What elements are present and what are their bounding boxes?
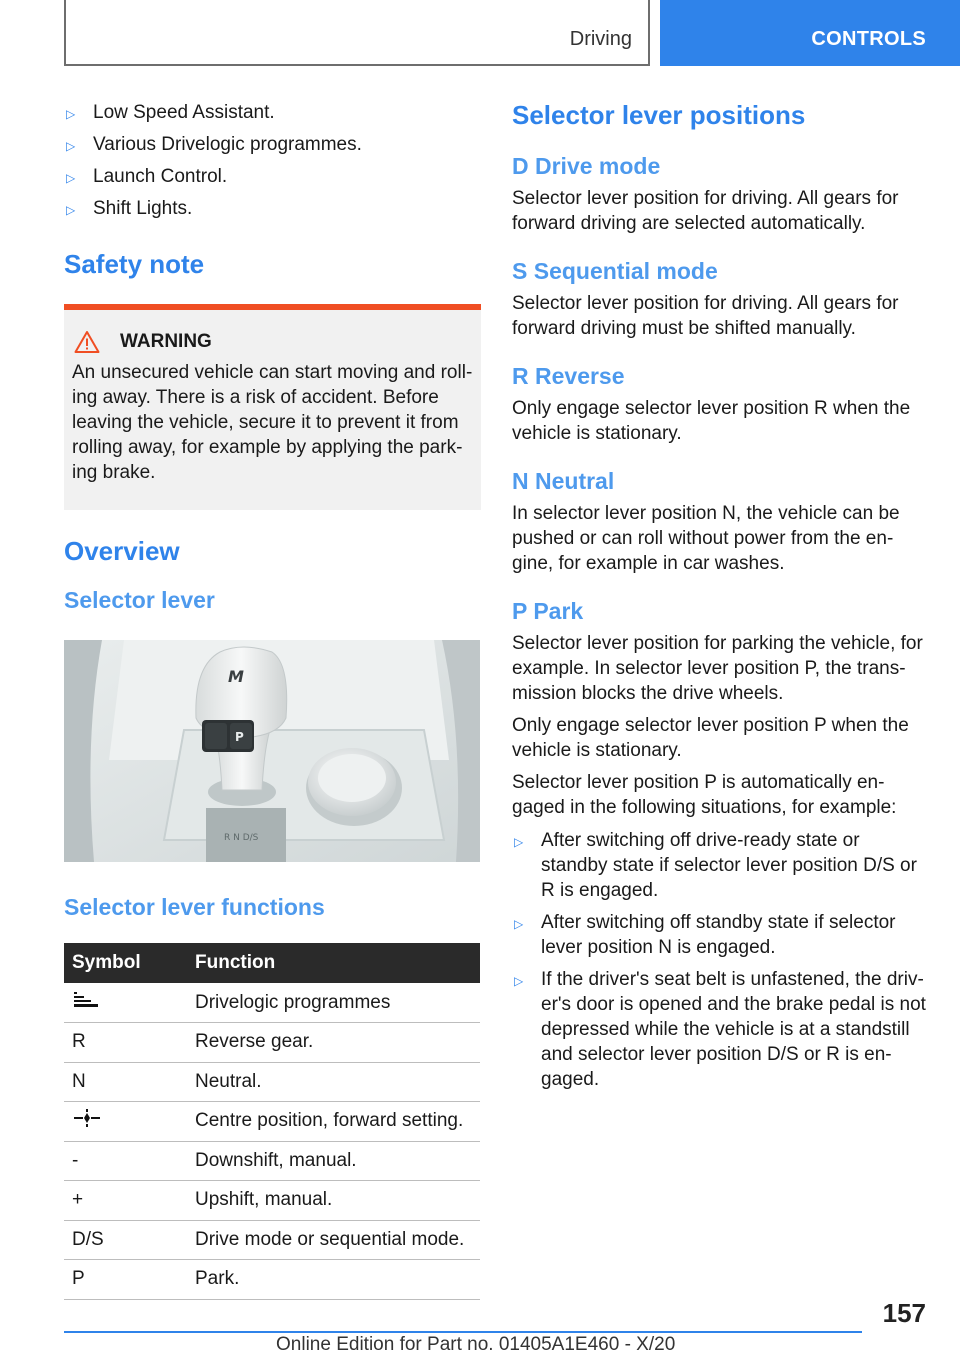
function-cell: Neutral. (187, 1062, 480, 1102)
symbol-cell: + (64, 1181, 187, 1221)
reverse-text: Only engage selector lever position R when the vehicle is stationary. (512, 398, 911, 444)
symbol-cell: N (64, 1062, 187, 1102)
table-row (64, 1220, 480, 1260)
page-number: 157 (882, 1298, 926, 1328)
park-text-3: Selector lever position P is automatically engaged in the following situations, for example: (512, 772, 897, 818)
symbol-cell: D/S (64, 1220, 187, 1260)
table-row (64, 1260, 480, 1300)
function-cell: Reverse gear. (187, 1023, 480, 1063)
header-section-label: Driving (569, 28, 632, 50)
list-item-text: Various Drivelogic programmes. (93, 134, 362, 155)
park-text-2: Only engage selector lever position P when the vehicle is stationary. (512, 715, 909, 761)
table-row (64, 983, 480, 1023)
list-item (64, 132, 481, 157)
footer-edition: Online Edition for Part no. 01405A1E460 - X/20 (276, 1334, 676, 1355)
symbol-column-header: Symbol (64, 943, 187, 983)
left-column (64, 100, 481, 1300)
list-item-text: After switching off drive-ready state or standby state if selector lever position D/S or R is engaged. (541, 830, 917, 901)
header-section-box (64, 0, 650, 66)
park-text-1: Selector lever position for parking the vehicle, for example. In selector lever position P, the transmission blocks the drive wheels. (512, 633, 923, 704)
list-item (64, 196, 481, 221)
warning-title (74, 330, 473, 354)
function-cell: Upshift, manual. (187, 1181, 480, 1221)
header-chapter-box (660, 0, 960, 66)
drive-mode-heading: D Drive mode (512, 153, 661, 179)
function-cell: Drivelogic programmes (187, 983, 480, 1023)
selector-lever-photo (64, 640, 480, 862)
function-cell: Centre position, forward setting. (187, 1102, 480, 1142)
function-cell: Drive mode or sequential mode. (187, 1220, 480, 1260)
table-row (64, 1102, 480, 1142)
symbol-cell: P (64, 1260, 187, 1300)
function-cell: Park. (187, 1260, 480, 1300)
selector-lever-positions-heading: Selector lever positions (512, 100, 806, 130)
list-item (512, 967, 928, 1092)
gear-gate-text: R N D/S (224, 833, 259, 843)
symbol-cell (64, 1102, 187, 1142)
park-heading: P Park (512, 598, 584, 624)
drivelogic-icon (72, 991, 100, 1009)
triangle-bullet-icon: ▷ (66, 107, 76, 121)
triangle-bullet-icon: ▷ (66, 171, 76, 185)
list-item-text: If the driver's seat belt is unfastened, the driver's door is opened and the brake pedal is not depressed while the vehicle is at a standstill and selector lever position D/S or R is engaged. (541, 969, 926, 1090)
list-item-text: Launch Control. (93, 166, 228, 187)
m-badge: M (228, 667, 244, 686)
selector-lever-illustration (64, 640, 480, 862)
reverse-heading: R Reverse (512, 363, 625, 389)
intro-bullet-list (64, 100, 481, 221)
footer-divider (64, 1331, 862, 1333)
overview-heading: Overview (64, 536, 180, 566)
table-row (64, 1023, 480, 1063)
list-item (512, 910, 928, 960)
list-item (64, 100, 481, 125)
triangle-bullet-icon: ▷ (66, 203, 76, 217)
triangle-bullet-icon: ▷ (514, 835, 524, 849)
header-chapter-label: CONTROLS (811, 28, 926, 50)
table-row (64, 1141, 480, 1181)
list-item (64, 164, 481, 189)
symbol-cell: - (64, 1141, 187, 1181)
centre-position-icon (72, 1108, 102, 1128)
right-column (512, 100, 928, 1099)
p-button-label: P (235, 730, 244, 744)
safety-note-heading: Safety note (64, 249, 205, 279)
functions-table (64, 943, 480, 1300)
triangle-bullet-icon: ▷ (514, 974, 524, 988)
selector-lever-heading: Selector lever (64, 587, 215, 613)
table-row (64, 1062, 480, 1102)
sequential-mode-text: Selector lever position for driving. All gears for forward driving must be shifted manually. (512, 293, 899, 339)
triangle-bullet-icon: ▷ (66, 139, 76, 153)
symbol-cell: R (64, 1023, 187, 1063)
table-header-row (64, 943, 480, 983)
function-column-header: Function (187, 943, 480, 983)
warning-label: WARNING (120, 331, 212, 352)
list-item (512, 828, 928, 903)
warning-triangle-icon (74, 330, 100, 354)
triangle-bullet-icon: ▷ (514, 917, 524, 931)
list-item-text: After switching off standby state if selector lever position N is engaged. (541, 912, 896, 958)
warning-text: An unsecured vehicle can start moving and rolling away. There is a risk of accident. Before leaving the vehicle, secure it to prevent it from rolling away, for example by applying the parking brake. (72, 362, 473, 483)
neutral-text: In selector lever position N, the vehicle can be pushed or can roll without power from the engine, for example in car washes. (512, 503, 900, 574)
list-item-text: Low Speed Assistant. (93, 102, 275, 123)
warning-box (64, 304, 481, 510)
symbol-cell (64, 983, 187, 1023)
function-cell: Downshift, manual. (187, 1141, 480, 1181)
list-item-text: Shift Lights. (93, 198, 193, 219)
table-row (64, 1181, 480, 1221)
park-bullet-list (512, 828, 928, 1092)
sequential-mode-heading: S Sequential mode (512, 258, 718, 284)
selector-lever-functions-heading: Selector lever functions (64, 894, 325, 920)
neutral-heading: N Neutral (512, 468, 615, 494)
drive-mode-text: Selector lever position for driving. All gears for forward driving are selected automatically. (512, 188, 899, 234)
